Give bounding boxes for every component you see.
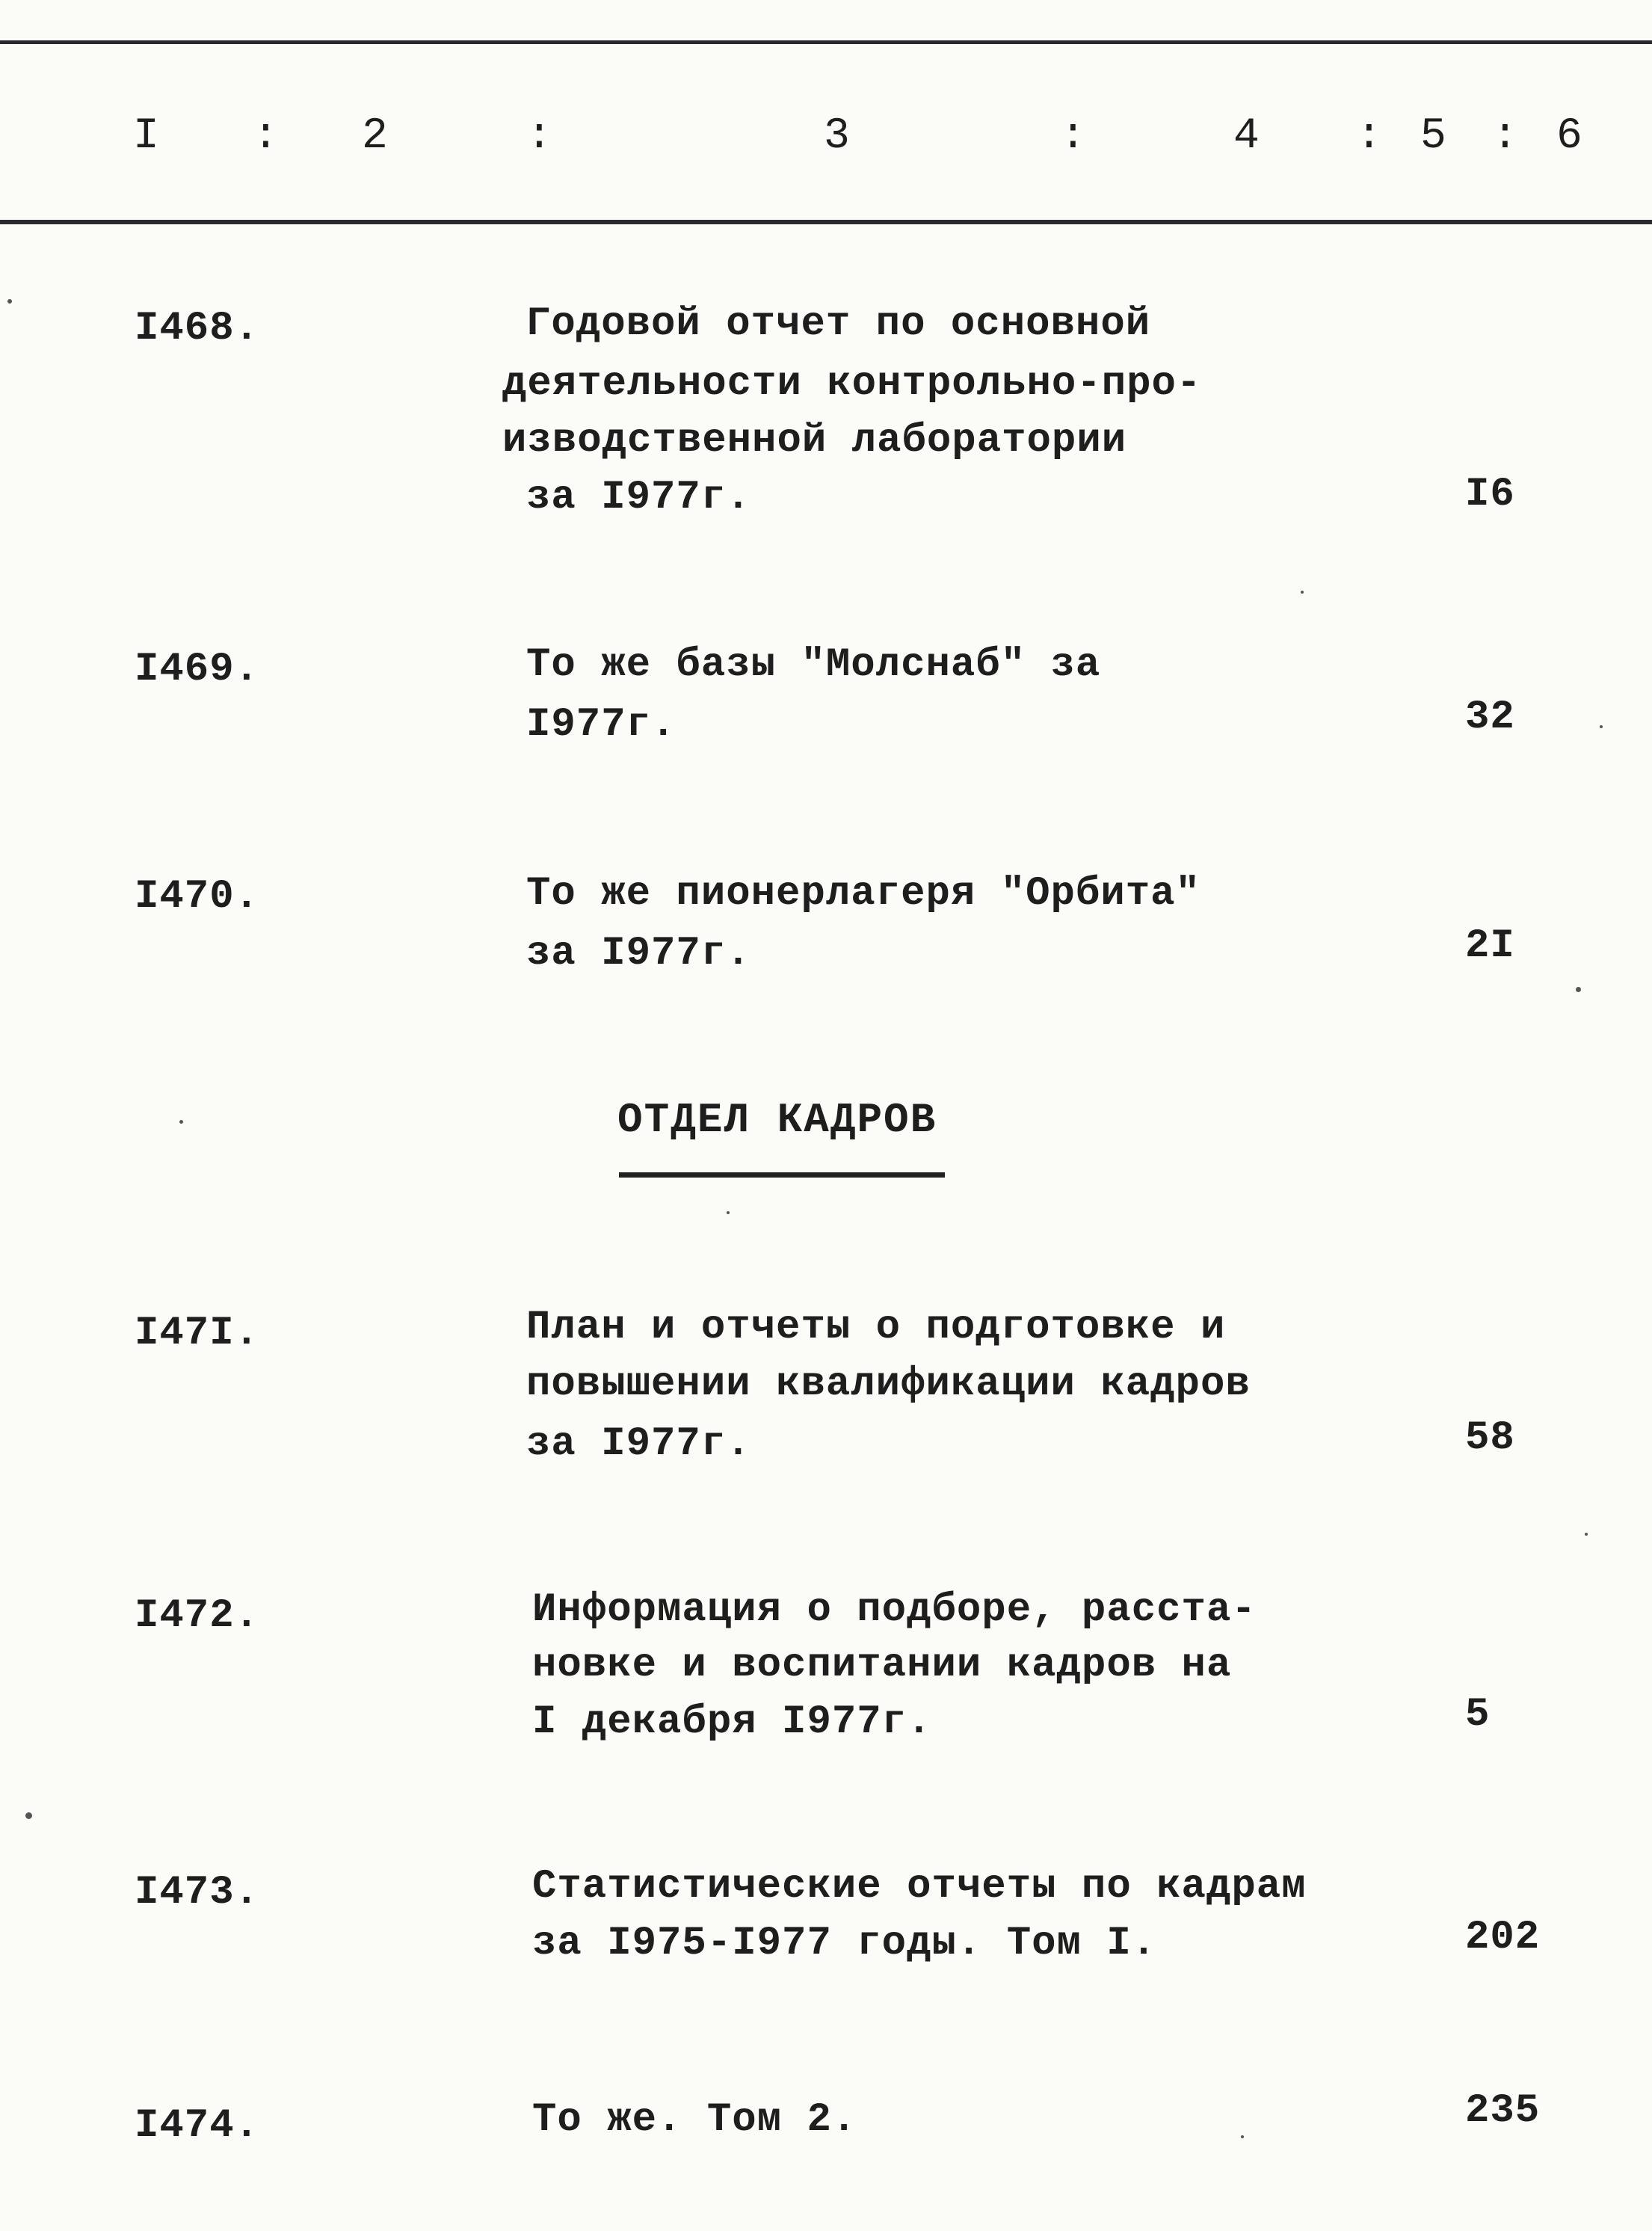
entry-page-count: 5 bbox=[1465, 1692, 1491, 1738]
entry-title-line: деятельности контрольно-про- bbox=[502, 361, 1202, 407]
column-header-6: 6 bbox=[1556, 112, 1582, 161]
entry-title-line: новке и воспитании кадров на bbox=[532, 1643, 1232, 1688]
entry-title-line: за I977г. bbox=[526, 475, 751, 520]
entry-number: I472. bbox=[135, 1593, 260, 1639]
entry-title-line: Статистические отчеты по кадрам bbox=[532, 1864, 1307, 1910]
entry-page-count: 58 bbox=[1465, 1415, 1515, 1461]
scan-speck bbox=[1241, 2135, 1244, 2138]
column-header-4: 4 bbox=[1233, 112, 1260, 161]
entry-page-count: 2I bbox=[1465, 923, 1515, 969]
entry-title-line: I декабря I977г. bbox=[532, 1699, 932, 1745]
entry-title-line: Информация о подборе, расста- bbox=[532, 1587, 1257, 1633]
column-separator: : bbox=[1356, 112, 1382, 161]
section-heading: ОТДЕЛ КАДРОВ bbox=[617, 1096, 937, 1144]
top-rule bbox=[0, 40, 1652, 44]
entry-title-line: повышении квалификации кадров bbox=[526, 1361, 1251, 1407]
entry-number: I468. bbox=[135, 306, 260, 351]
column-header-2: 2 bbox=[362, 112, 388, 161]
entry-title-line: Годовой отчет по основной bbox=[526, 301, 1151, 347]
scan-speck bbox=[1576, 987, 1581, 992]
scan-speck bbox=[7, 299, 12, 304]
column-separator: : bbox=[253, 112, 279, 161]
entry-page-count: 202 bbox=[1465, 1915, 1541, 1960]
column-separator: : bbox=[1060, 112, 1086, 161]
scan-speck bbox=[727, 1211, 730, 1214]
entry-title-line: за I977г. bbox=[526, 931, 751, 976]
scan-speck bbox=[1585, 1533, 1588, 1536]
column-separator: : bbox=[1492, 112, 1518, 161]
scan-speck bbox=[25, 1812, 32, 1819]
column-header-1: I bbox=[133, 112, 159, 161]
column-header-3: 3 bbox=[824, 112, 850, 161]
entry-title-line: I977г. bbox=[526, 702, 676, 748]
entry-title-line: изводственной лаборатории bbox=[502, 418, 1127, 464]
entry-number: I473. bbox=[135, 1870, 260, 1915]
entry-title-line: То же базы "Молснаб" за bbox=[526, 642, 1101, 688]
column-header-5: 5 bbox=[1420, 112, 1446, 161]
section-heading-underline bbox=[619, 1172, 945, 1178]
column-separator: : bbox=[526, 112, 552, 161]
entry-number: I474. bbox=[135, 2103, 260, 2149]
entry-title-line: за I977г. bbox=[526, 1421, 751, 1467]
scan-speck bbox=[179, 1120, 183, 1124]
entry-number: I469. bbox=[135, 647, 260, 692]
entry-page-count: 32 bbox=[1465, 695, 1515, 740]
scan-speck bbox=[1600, 725, 1603, 728]
entry-page-count: I6 bbox=[1465, 472, 1515, 517]
entry-number: I47I. bbox=[135, 1311, 260, 1356]
entry-number: I470. bbox=[135, 874, 260, 920]
entry-title-line: План и отчеты о подготовке и bbox=[526, 1305, 1226, 1350]
scan-speck bbox=[1301, 591, 1304, 594]
entry-title-line: То же. Том 2. bbox=[532, 2097, 857, 2143]
entry-page-count: 235 bbox=[1465, 2088, 1541, 2134]
header-bottom-rule bbox=[0, 220, 1652, 224]
entry-title-line: за I975-I977 годы. Том I. bbox=[532, 1921, 1157, 1966]
entry-title-line: То же пионерлагеря "Орбита" bbox=[526, 871, 1201, 917]
